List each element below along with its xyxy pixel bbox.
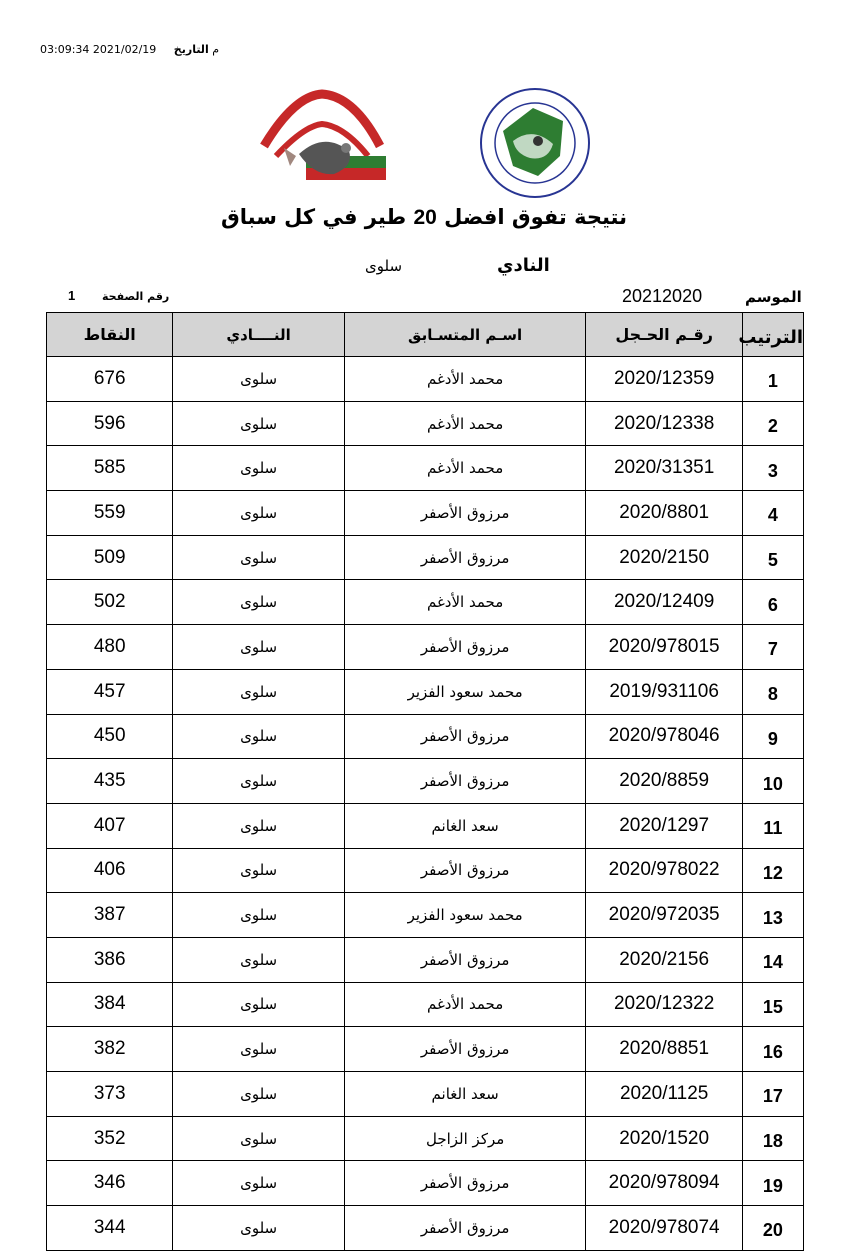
club-cell: سلوى bbox=[173, 1161, 344, 1206]
table-row bbox=[47, 669, 804, 714]
competitor-name-cell: مرزوق الأصفر bbox=[344, 625, 586, 670]
rank-cell: 4 bbox=[742, 491, 803, 536]
competitor-name-cell: مرزوق الأصفر bbox=[344, 759, 586, 804]
points-cell: 384 bbox=[47, 982, 173, 1027]
page-number-label: رقم الصفحة bbox=[102, 290, 170, 303]
date-value: 03:09:34 2021/02/19 م bbox=[40, 43, 220, 56]
club-cell: سلوى bbox=[173, 1206, 344, 1251]
club-cell: سلوى bbox=[173, 937, 344, 982]
ring-number-cell: 2020/8801 bbox=[586, 491, 742, 536]
club-cell: سلوى bbox=[173, 446, 344, 491]
points-cell: 502 bbox=[47, 580, 173, 625]
season-label: الموسم bbox=[745, 288, 802, 306]
points-cell: 382 bbox=[47, 1027, 173, 1072]
rank-cell: 3 bbox=[742, 446, 803, 491]
points-cell: 450 bbox=[47, 714, 173, 759]
table-row bbox=[47, 491, 804, 536]
club-cell: سلوى bbox=[173, 714, 344, 759]
ring-number-cell: 2020/1125 bbox=[586, 1072, 742, 1117]
rank-cell: 11 bbox=[742, 803, 803, 848]
table-row bbox=[47, 937, 804, 982]
competitor-name-cell: محمد الأدغم bbox=[344, 401, 586, 446]
table-row bbox=[47, 401, 804, 446]
club-label: النادي bbox=[497, 255, 550, 276]
points-cell: 480 bbox=[47, 625, 173, 670]
competitor-name-cell: مرزوق الأصفر bbox=[344, 1206, 586, 1251]
table-row bbox=[47, 1027, 804, 1072]
table-row bbox=[47, 1161, 804, 1206]
table-row bbox=[47, 1116, 804, 1161]
rank-cell: 6 bbox=[742, 580, 803, 625]
table-row bbox=[47, 580, 804, 625]
rank-cell: 10 bbox=[742, 759, 803, 804]
table-row bbox=[47, 1072, 804, 1117]
ring-number-cell: 2020/12359 bbox=[586, 357, 742, 402]
table-row bbox=[47, 803, 804, 848]
rank-cell: 7 bbox=[742, 625, 803, 670]
competitor-name-cell: مرزوق الأصفر bbox=[344, 1027, 586, 1072]
competitor-name-cell: مرزوق الأصفر bbox=[344, 714, 586, 759]
competitor-name-cell: محمد الأدغم bbox=[344, 446, 586, 491]
club-cell: سلوى bbox=[173, 580, 344, 625]
rank-cell: 13 bbox=[742, 893, 803, 938]
points-cell: 373 bbox=[47, 1072, 173, 1117]
club-cell: سلوى bbox=[173, 759, 344, 804]
ring-number-cell: 2020/8851 bbox=[586, 1027, 742, 1072]
federation-logo bbox=[478, 86, 592, 200]
competitor-name-cell: مرزوق الأصفر bbox=[344, 491, 586, 536]
points-cell: 386 bbox=[47, 937, 173, 982]
club-cell: سلوى bbox=[173, 1027, 344, 1072]
table-row bbox=[47, 848, 804, 893]
table-header-row bbox=[47, 313, 804, 357]
ring-number-cell: 2020/978074 bbox=[586, 1206, 742, 1251]
header-rank: الترتيب bbox=[742, 313, 803, 357]
header-points: النقاط bbox=[47, 313, 173, 357]
points-cell: 676 bbox=[47, 357, 173, 402]
competitor-name-cell: مرزوق الأصفر bbox=[344, 848, 586, 893]
club-cell: سلوى bbox=[173, 803, 344, 848]
competitor-name-cell: مرزوق الأصفر bbox=[344, 535, 586, 580]
competitor-name-cell: مركز الزاجل bbox=[344, 1116, 586, 1161]
table-row bbox=[47, 625, 804, 670]
ring-number-cell: 2020/1520 bbox=[586, 1116, 742, 1161]
competitor-name-cell: سعد الغانم bbox=[344, 803, 586, 848]
ring-number-cell: 2020/12338 bbox=[586, 401, 742, 446]
competitor-name-cell: محمد سعود الفزير bbox=[344, 893, 586, 938]
table-row bbox=[47, 714, 804, 759]
club-cell: سلوى bbox=[173, 848, 344, 893]
title-number: 20 bbox=[413, 206, 437, 229]
club-cell: سلوى bbox=[173, 1116, 344, 1161]
points-cell: 585 bbox=[47, 446, 173, 491]
table-row bbox=[47, 982, 804, 1027]
ring-number-cell: 2020/978022 bbox=[586, 848, 742, 893]
ring-number-cell: 2020/8859 bbox=[586, 759, 742, 804]
table-row bbox=[47, 893, 804, 938]
ring-number-cell: 2020/2150 bbox=[586, 535, 742, 580]
competitor-name-cell: مرزوق الأصفر bbox=[344, 937, 586, 982]
points-cell: 435 bbox=[47, 759, 173, 804]
points-cell: 387 bbox=[47, 893, 173, 938]
points-cell: 344 bbox=[47, 1206, 173, 1251]
table-row bbox=[47, 759, 804, 804]
club-logo bbox=[254, 86, 390, 196]
club-cell: سلوى bbox=[173, 893, 344, 938]
rank-cell: 20 bbox=[742, 1206, 803, 1251]
club-cell: سلوى bbox=[173, 491, 344, 536]
rank-cell: 1 bbox=[742, 357, 803, 402]
competitor-name-cell: مرزوق الأصفر bbox=[344, 1161, 586, 1206]
ring-number-cell: 2020/12322 bbox=[586, 982, 742, 1027]
rank-cell: 2 bbox=[742, 401, 803, 446]
competitor-name-cell: محمد الأدغم bbox=[344, 580, 586, 625]
ring-number-cell: 2020/978046 bbox=[586, 714, 742, 759]
competitor-name-cell: محمد الأدغم bbox=[344, 357, 586, 402]
title-part1: نتيجة تفوق افضل bbox=[444, 205, 628, 229]
table-row bbox=[47, 1206, 804, 1251]
ring-number-cell: 2020/1297 bbox=[586, 803, 742, 848]
rank-cell: 8 bbox=[742, 669, 803, 714]
header-ring: رقـم الحـجل bbox=[586, 313, 742, 357]
points-cell: 559 bbox=[47, 491, 173, 536]
rank-cell: 16 bbox=[742, 1027, 803, 1072]
rank-cell: 15 bbox=[742, 982, 803, 1027]
club-cell: سلوى bbox=[173, 401, 344, 446]
club-cell: سلوى bbox=[173, 1072, 344, 1117]
rank-cell: 5 bbox=[742, 535, 803, 580]
header-name: اسـم المتسـابق bbox=[344, 313, 586, 357]
season-value: 20212020 bbox=[622, 286, 703, 306]
club-cell: سلوى bbox=[173, 357, 344, 402]
report-title bbox=[0, 205, 848, 230]
table-row bbox=[47, 535, 804, 580]
club-value: سلوى bbox=[365, 257, 403, 275]
ring-number-cell: 2020/978094 bbox=[586, 1161, 742, 1206]
points-cell: 352 bbox=[47, 1116, 173, 1161]
ring-number-cell: 2020/972035 bbox=[586, 893, 742, 938]
ring-number-cell: 2019/931106 bbox=[586, 669, 742, 714]
page-number-value: 1 bbox=[68, 288, 76, 303]
results-table bbox=[46, 312, 804, 1251]
rank-cell: 14 bbox=[742, 937, 803, 982]
ring-number-cell: 2020/978015 bbox=[586, 625, 742, 670]
rank-cell: 9 bbox=[742, 714, 803, 759]
table-row bbox=[47, 357, 804, 402]
points-cell: 406 bbox=[47, 848, 173, 893]
rank-cell: 18 bbox=[742, 1116, 803, 1161]
title-part2: طير في كل سباق bbox=[220, 205, 407, 229]
ring-number-cell: 2020/12409 bbox=[586, 580, 742, 625]
table-row bbox=[47, 446, 804, 491]
points-cell: 407 bbox=[47, 803, 173, 848]
points-cell: 596 bbox=[47, 401, 173, 446]
points-cell: 457 bbox=[47, 669, 173, 714]
points-cell: 346 bbox=[47, 1161, 173, 1206]
club-cell: سلوى bbox=[173, 625, 344, 670]
print-date bbox=[40, 43, 219, 56]
rank-cell: 17 bbox=[742, 1072, 803, 1117]
club-cell: سلوى bbox=[173, 669, 344, 714]
rank-cell: 19 bbox=[742, 1161, 803, 1206]
competitor-name-cell: سعد الغانم bbox=[344, 1072, 586, 1117]
ring-number-cell: 2020/31351 bbox=[586, 446, 742, 491]
date-label: التاريخ bbox=[173, 43, 209, 56]
competitor-name-cell: محمد سعود الفزير bbox=[344, 669, 586, 714]
header-club: النــــادي bbox=[173, 313, 344, 357]
club-cell: سلوى bbox=[173, 535, 344, 580]
competitor-name-cell: محمد الأدغم bbox=[344, 982, 586, 1027]
ring-number-cell: 2020/2156 bbox=[586, 937, 742, 982]
rank-cell: 12 bbox=[742, 848, 803, 893]
points-cell: 509 bbox=[47, 535, 173, 580]
club-cell: سلوى bbox=[173, 982, 344, 1027]
